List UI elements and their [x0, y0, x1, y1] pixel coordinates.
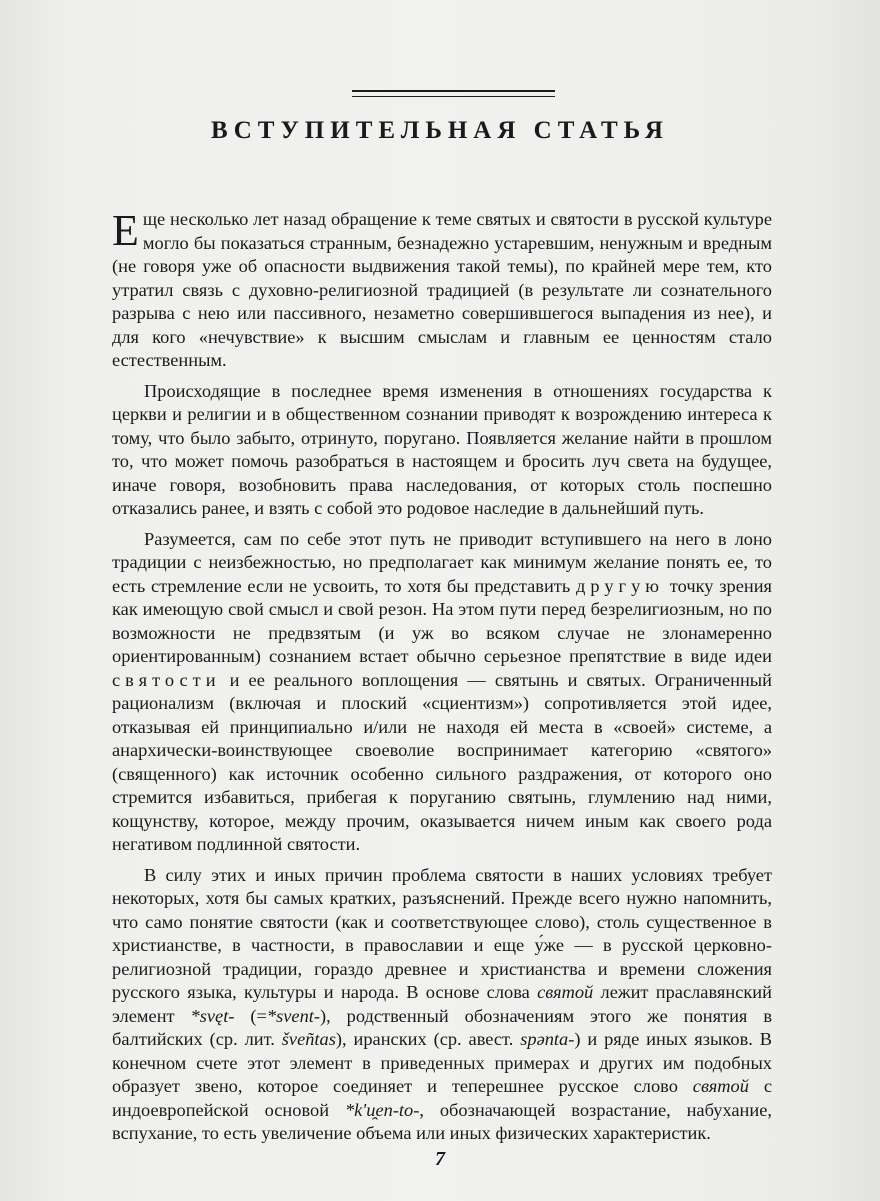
title-rule-top	[352, 90, 555, 92]
italic-term: святой	[537, 982, 594, 1002]
paragraph-2: Происходящие в последнее время изменения в отношениях государства к церкви и религии и в общественном сознании приводят к возрождению интереса к тому, что было забыто, отринуто, поругано. Появляется желание найти в прошлом то, что может помочь разобраться в настоящем и бросить луч света на будущее, иначе говоря, возобновить права наследования, от которых столь поспешно отказались ранее, и взять с собой это родовое наследие в дальнейший путь.	[112, 380, 772, 518]
page-number: 7	[435, 1148, 445, 1170]
spaced-word: другую	[576, 575, 665, 596]
italic-term: *k'u̯en-to-	[344, 1099, 420, 1120]
title-rule-bottom	[352, 96, 555, 97]
paragraph-4: В силу этих и иных причин проблема святости в наших условиях требует некоторых, хотя бы самых кратких, разъяснений. Прежде всего нужно напомнить, что само понятие святости (как и соответствующее слово), столь существенное в христианстве, в частности, в православии и еще у́же — в русской церковно-религиозной традиции, гораздо древнее и христианства и времени сложения русского языка, культуры и народа. В основе слова святой лежит праславянский элемент *svęt- (=*svent-), родственный обозначениям этого же понятия в балтийских (ср. лит. šveñtas), иранских (ср. авест. spənta-) и ряде иных языков. В конечном счете этот элемент в приведенных примерах и других им подобных образует звено, которое соединяет и теперешнее русское слово святой с индоевропейской основой *k'u̯en-to-, обозначающей возрастание, набухание, вспухание, то есть увеличение объема или иных физических характеристик.	[112, 864, 773, 1143]
spaced-word: святости	[112, 669, 221, 690]
italic-term: *svent-	[266, 1005, 320, 1026]
italic-term: святой	[692, 1076, 749, 1096]
italic-term: šveñtas	[281, 1029, 336, 1049]
article-title: ВСТУПИТЕЛЬНАЯ СТАТЬЯ	[211, 117, 669, 144]
italic-term: *svęt-	[190, 1005, 235, 1026]
article-body	[112, 208, 772, 1153]
paragraph-3: Разумеется, сам по себе этот путь не приводит вступившего на него в лоно традиции с неизбежностью, но предполагает как минимум желание понять ее, то есть стремление если не усвоить, то хотя бы представить другую точку зрения как имеющую свой смысл и свой резон. На этом пути перед безрелигиозным, но по возможности не предвзятым (и уж во всяком случае не злонамеренно ориентированным) сознанием встает обычно серьезное препятствие в виде идеи святости и ее реального воплощения — святынь и святых. Ограниченный рационализм (включая и плоский «сциентизм») сопротивляется этой идее, отказывая ей принципиально и/или не находя ей места в «своей» системе, а анархически-воинствующее своеволие воспринимает категорию «святого» (священного) как источник особенно сильного раздражения, от которого оно стремится избавиться, прибегая к поруганию святынь, глумлению над ними, кощунству, которое, между прочим, оказывается ничем иным как своего рода негативом подлинной святости.	[112, 528, 773, 854]
italic-term: spənta-	[520, 1029, 575, 1049]
drop-cap: Е	[112, 206, 139, 255]
paragraph-1: Еще несколько лет назад обращение к теме святых и святости в русской культуре могло бы показаться странным, безнадежно устаревшим, ненужным и вредным (не говоря уже об опасности выдвижения такой темы), по крайней мере тем, кто утратил связь с духовно-религиозной традицией (в результате ли сознательного разрыва с нею или пассивного, незаметно совершившегося выпадения из нее), и для кого «нечувствие» к высшим смыслам и главным ее ценностям стало естественным.	[112, 206, 772, 370]
